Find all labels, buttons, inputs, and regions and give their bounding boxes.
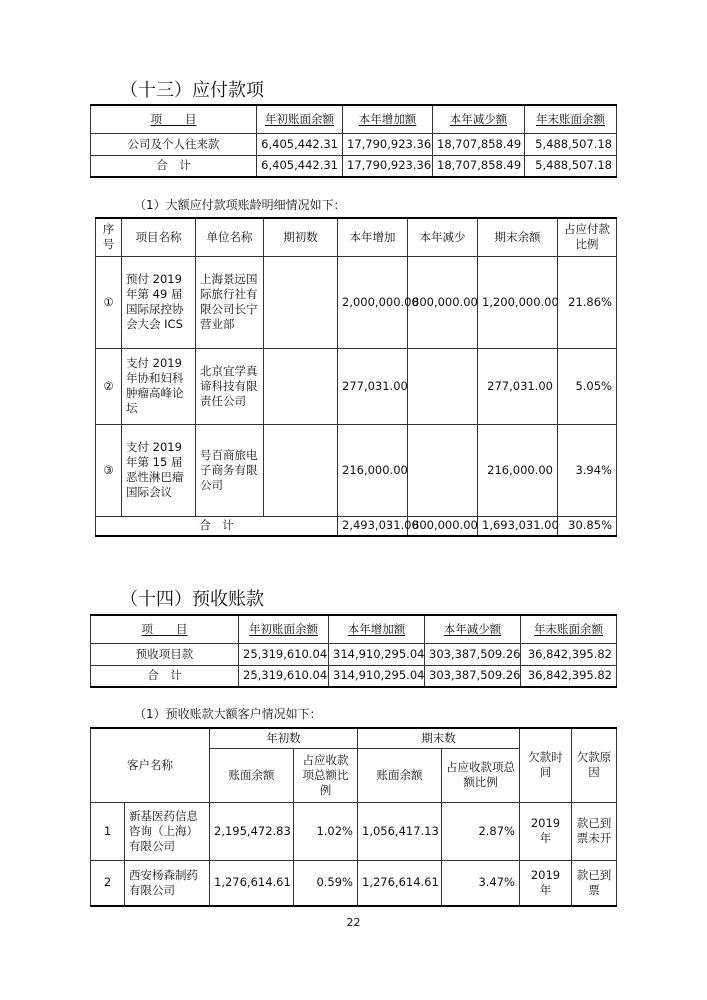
cell-item: 预收项目款 <box>91 643 239 665</box>
table-row <box>91 643 617 665</box>
cell-decrease: 800,000.00 <box>408 256 478 348</box>
header-decrease: 本年减少额 <box>443 621 502 636</box>
header-unit-name: 单位名称 <box>196 218 264 256</box>
cell-end-ratio: 2.87% <box>442 802 520 860</box>
table-total-row <box>91 665 617 687</box>
cell-value: 18,707,858.49 <box>433 155 525 177</box>
cell-seq: ② <box>96 348 122 424</box>
table-total-row <box>91 155 617 177</box>
cell-value: 6,405,442.31 <box>257 155 343 177</box>
header-ratio: 占应付款比例 <box>558 218 617 256</box>
section-14-title: （十四）预收账款 <box>120 589 264 610</box>
cell-unit-name: 号百商旅电子商务有限公司 <box>196 424 264 516</box>
payables-detail-table <box>95 217 617 537</box>
cell-total-decrease: 800,000.00 <box>408 516 478 536</box>
cell-total-increase: 2,493,031.00 <box>338 516 408 536</box>
cell-begin-ratio: 0.59% <box>294 860 358 906</box>
cell-increase: 216,000.00 <box>338 424 408 516</box>
cell-begin-balance: 1,276,614.61 <box>210 860 294 906</box>
cell-debt-time: 2019 年 <box>520 802 572 860</box>
cell-debt-reason: 款已到票 <box>572 860 617 906</box>
cell-seq: ① <box>96 256 122 348</box>
header-increase: 本年增加 <box>338 218 408 256</box>
advance-receipts-summary-table <box>90 614 617 688</box>
table-row <box>96 256 617 348</box>
header-decrease: 本年减少 <box>408 218 478 256</box>
cell-total-label: 合 计 <box>91 155 257 177</box>
cell-value: 17,790,923.36 <box>343 155 433 177</box>
cell-value: 36,842,395.82 <box>521 643 617 665</box>
page-number: 22 <box>346 916 361 929</box>
header-item: 项 目 <box>141 621 188 636</box>
advance-receipts-note: （1）预收账款大额客户情况如下： <box>134 707 322 721</box>
header-debt-time: 欠款时间 <box>520 728 572 802</box>
header-end-balance: 年末账面余额 <box>536 111 605 126</box>
cell-value: 314,910,295.04 <box>329 643 425 665</box>
cell-ratio: 5.05% <box>558 348 617 424</box>
header-debt-reason: 欠款原因 <box>572 728 617 802</box>
payables-summary-table <box>90 104 617 178</box>
cell-decrease <box>408 424 478 516</box>
cell-total-label: 合 计 <box>91 665 239 687</box>
cell-opening <box>264 424 338 516</box>
cell-end-ratio: 3.47% <box>442 860 520 906</box>
cell-value: 5,488,507.18 <box>525 133 617 155</box>
cell-begin-balance: 2,195,472.83 <box>210 802 294 860</box>
cell-customer-name: 西安杨森制药有限公司 <box>125 860 210 906</box>
header-customer-name: 客户名称 <box>91 728 210 802</box>
cell-debt-reason: 款已到票未开 <box>572 802 617 860</box>
header-end-ratio: 占应收款项总额比例 <box>442 748 520 802</box>
cell-end-balance: 1,276,614.61 <box>358 860 442 906</box>
cell-project-name: 支付 2019 年协和妇科肿瘤高峰论坛 <box>122 348 196 424</box>
header-begin-ratio: 占应收款项总额比例 <box>294 748 358 802</box>
header-begin-balance: 年初账面余额 <box>265 111 334 126</box>
cell-value: 303,387,509.26 <box>425 665 521 687</box>
cell-value: 36,842,395.82 <box>521 665 617 687</box>
cell-increase: 277,031.00 <box>338 348 408 424</box>
cell-value: 6,405,442.31 <box>257 133 343 155</box>
cell-closing: 277,031.00 <box>478 348 558 424</box>
cell-customer-name: 新基医药信息咨询（上海）有限公司 <box>125 802 210 860</box>
cell-opening <box>264 256 338 348</box>
cell-ratio: 21.86% <box>558 256 617 348</box>
cell-closing: 1,200,000.00 <box>478 256 558 348</box>
table-row <box>96 348 617 424</box>
cell-unit-name: 上海景远国际旅行社有限公司长宁营业部 <box>196 256 264 348</box>
table-header-row <box>91 615 617 643</box>
header-end-balance: 年末账面余额 <box>534 621 603 636</box>
cell-opening <box>264 348 338 424</box>
cell-value: 5,488,507.18 <box>525 155 617 177</box>
cell-value: 17,790,923.36 <box>343 133 433 155</box>
cell-total-ratio: 30.85% <box>558 516 617 536</box>
cell-value: 303,387,509.26 <box>425 643 521 665</box>
header-increase: 本年增加额 <box>358 111 417 126</box>
table-row <box>96 424 617 516</box>
cell-value: 314,910,295.04 <box>329 665 425 687</box>
section-13-title: （十三）应付款项 <box>120 80 264 101</box>
payables-detail-note: （1）大额应付款项账龄明细情况如下： <box>134 198 346 212</box>
cell-end-balance: 1,056,417.13 <box>358 802 442 860</box>
cell-seq: ③ <box>96 424 122 516</box>
table-row <box>91 802 617 860</box>
header-end-balance: 账面余额 <box>358 748 442 802</box>
cell-closing: 216,000.00 <box>478 424 558 516</box>
cell-total-closing: 1,693,031.00 <box>478 516 558 536</box>
cell-value: 25,319,610.04 <box>239 643 329 665</box>
cell-unit-name: 北京宜学真谛科技有限责任公司 <box>196 348 264 424</box>
header-decrease: 本年减少额 <box>449 111 508 126</box>
cell-decrease <box>408 348 478 424</box>
header-project-name: 项目名称 <box>122 218 196 256</box>
cell-increase: 2,000,000.00 <box>338 256 408 348</box>
detail-header-row <box>96 218 617 256</box>
customer-table <box>90 727 617 907</box>
cell-ratio: 3.94% <box>558 424 617 516</box>
cell-value: 25,319,610.04 <box>239 665 329 687</box>
table-header-row <box>91 105 617 133</box>
cell-seq: 2 <box>91 860 125 906</box>
header-begin-balance: 年初账面余额 <box>249 621 318 636</box>
detail-total-row <box>96 516 617 536</box>
table-row <box>91 860 617 906</box>
cell-project-name: 预付 2019 年第 49 届国际尿控协会大会 ICS <box>122 256 196 348</box>
header-begin-balance: 账面余额 <box>210 748 294 802</box>
header-opening: 期初数 <box>264 218 338 256</box>
cell-debt-time: 2019 年 <box>520 860 572 906</box>
header-end-group: 期末数 <box>358 728 520 748</box>
header-increase: 本年增加额 <box>347 621 406 636</box>
header-closing: 期末余额 <box>478 218 558 256</box>
cell-item: 公司及个人往来款 <box>91 133 257 155</box>
header-begin-group: 年初数 <box>210 728 358 748</box>
header-item: 项 目 <box>150 111 197 126</box>
table-row <box>91 133 617 155</box>
customer-header-row-1 <box>91 728 617 748</box>
header-seq: 序号 <box>96 218 122 256</box>
cell-seq: 1 <box>91 802 125 860</box>
cell-value: 18,707,858.49 <box>433 133 525 155</box>
cell-total-label: 合 计 <box>96 516 338 536</box>
cell-project-name: 支付 2019 年第 15 届恶性淋巴瘤国际会议 <box>122 424 196 516</box>
cell-begin-ratio: 1.02% <box>294 802 358 860</box>
